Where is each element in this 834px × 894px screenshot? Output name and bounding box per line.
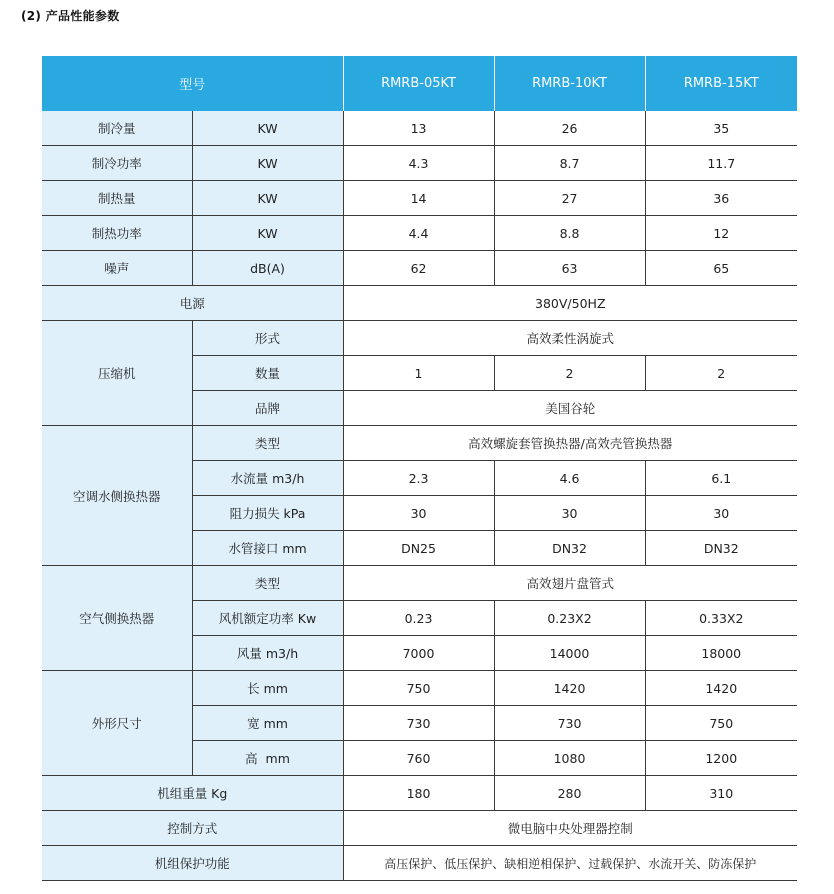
group-label: 压缩机 — [42, 321, 192, 426]
cell-value: DN32 — [645, 531, 797, 566]
row-label: 机组保护功能 — [42, 846, 343, 881]
row-sublabel: 水流量 m3/h — [192, 461, 343, 496]
row-sublabel: 风量 m3/h — [192, 636, 343, 671]
row-unit: KW — [192, 146, 343, 181]
cell-value: 0.23X2 — [494, 601, 645, 636]
cell-value: 7000 — [343, 636, 494, 671]
cell-value: 730 — [343, 706, 494, 741]
row-sublabel: 宽 mm — [192, 706, 343, 741]
cell-value: 4.6 — [494, 461, 645, 496]
table-row — [42, 216, 797, 251]
cell-value: 0.33X2 — [645, 601, 797, 636]
row-unit: KW — [192, 181, 343, 216]
row-unit: KW — [192, 216, 343, 251]
section-title: (2) 产品性能参数 — [21, 9, 120, 23]
cell-value-merged: 微电脑中央处理器控制 — [343, 811, 797, 846]
model-header: 型号 — [42, 56, 343, 111]
cell-value: 13 — [343, 111, 494, 146]
row-sublabel: 类型 — [192, 566, 343, 601]
model-col-3: RMRB-15KT — [645, 56, 797, 111]
cell-value: 310 — [645, 776, 797, 811]
spec-table — [42, 56, 797, 881]
cell-value: 1420 — [494, 671, 645, 706]
model-col-1: RMRB-05KT — [343, 56, 494, 111]
table-row — [42, 146, 797, 181]
cell-value: 35 — [645, 111, 797, 146]
cell-value-merged: 高压保护、低压保护、缺相逆相保护、过载保护、水流开关、防冻保护 — [343, 846, 797, 881]
cell-value: 30 — [645, 496, 797, 531]
cell-value: 8.8 — [494, 216, 645, 251]
row-sublabel: 风机额定功率 Kw — [192, 601, 343, 636]
cell-value: 65 — [645, 251, 797, 286]
cell-value: 1 — [343, 356, 494, 391]
table-row — [42, 426, 797, 461]
row-sublabel: 类型 — [192, 426, 343, 461]
cell-value: 1200 — [645, 741, 797, 776]
cell-value: 4.3 — [343, 146, 494, 181]
row-sublabel: 品牌 — [192, 391, 343, 426]
table-row — [42, 811, 797, 846]
cell-value: 760 — [343, 741, 494, 776]
cell-value: 6.1 — [645, 461, 797, 496]
cell-value: DN25 — [343, 531, 494, 566]
cell-value: 750 — [645, 706, 797, 741]
group-label: 空气侧换热器 — [42, 566, 192, 671]
group-label: 外形尺寸 — [42, 671, 192, 776]
row-sublabel: 长 mm — [192, 671, 343, 706]
table-row — [42, 286, 797, 321]
row-label: 控制方式 — [42, 811, 343, 846]
table-row — [42, 251, 797, 286]
cell-value: 11.7 — [645, 146, 797, 181]
cell-value: 36 — [645, 181, 797, 216]
group-label: 空调水侧换热器 — [42, 426, 192, 566]
cell-value: 8.7 — [494, 146, 645, 181]
cell-value: 27 — [494, 181, 645, 216]
table-row — [42, 566, 797, 601]
cell-value: 730 — [494, 706, 645, 741]
cell-value: 1080 — [494, 741, 645, 776]
cell-value: 30 — [343, 496, 494, 531]
row-label: 制热量 — [42, 181, 192, 216]
cell-value: 12 — [645, 216, 797, 251]
cell-value: 18000 — [645, 636, 797, 671]
row-unit: dB(A) — [192, 251, 343, 286]
row-label: 噪声 — [42, 251, 192, 286]
table-row — [42, 181, 797, 216]
cell-value: 2 — [494, 356, 645, 391]
cell-value: 26 — [494, 111, 645, 146]
cell-value: 2 — [645, 356, 797, 391]
cell-value-merged: 高效柔性涡旋式 — [343, 321, 797, 356]
table-row — [42, 321, 797, 356]
row-label: 制冷量 — [42, 111, 192, 146]
cell-value: 180 — [343, 776, 494, 811]
cell-value: 4.4 — [343, 216, 494, 251]
row-unit: KW — [192, 111, 343, 146]
row-sublabel: 水管接口 mm — [192, 531, 343, 566]
cell-value-merged: 美国谷轮 — [343, 391, 797, 426]
table-row — [42, 671, 797, 706]
cell-value: 30 — [494, 496, 645, 531]
row-sublabel: 阻力损失 kPa — [192, 496, 343, 531]
cell-value-merged: 380V/50HZ — [343, 286, 797, 321]
cell-value: 1420 — [645, 671, 797, 706]
cell-value: 62 — [343, 251, 494, 286]
cell-value: 0.23 — [343, 601, 494, 636]
row-label: 电源 — [42, 286, 343, 321]
row-sublabel: 高 mm — [192, 741, 343, 776]
cell-value: 63 — [494, 251, 645, 286]
cell-value: 14000 — [494, 636, 645, 671]
table-row — [42, 846, 797, 881]
cell-value: 14 — [343, 181, 494, 216]
cell-value: 750 — [343, 671, 494, 706]
table-row — [42, 111, 797, 146]
cell-value: 2.3 — [343, 461, 494, 496]
cell-value-merged: 高效螺旋套管换热器/高效壳管换热器 — [343, 426, 797, 461]
model-col-2: RMRB-10KT — [494, 56, 645, 111]
row-label: 制热功率 — [42, 216, 192, 251]
cell-value: 280 — [494, 776, 645, 811]
row-sublabel: 数量 — [192, 356, 343, 391]
header-row — [42, 56, 797, 111]
cell-value: DN32 — [494, 531, 645, 566]
row-sublabel: 形式 — [192, 321, 343, 356]
row-label: 机组重量 Kg — [42, 776, 343, 811]
table-row — [42, 776, 797, 811]
cell-value-merged: 高效翅片盘管式 — [343, 566, 797, 601]
row-label: 制冷功率 — [42, 146, 192, 181]
